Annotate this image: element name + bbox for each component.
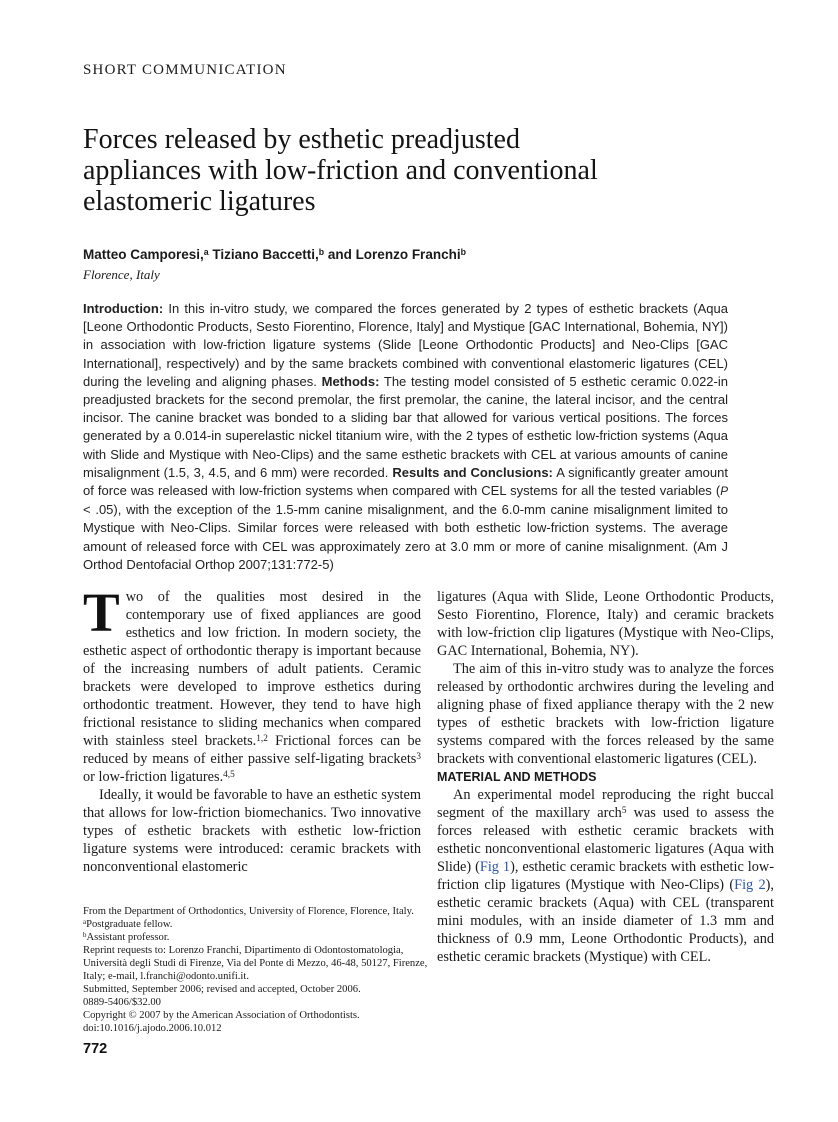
footnote-copyright <box>83 1009 428 1022</box>
figure-reference-link[interactable]: Fig 1 <box>479 859 511 875</box>
superscript-text: 3 <box>416 751 421 762</box>
affiliation-location: Florence, Italy <box>83 267 160 282</box>
authors-line <box>83 247 723 262</box>
body-column-right <box>437 588 774 966</box>
text-run: 0889-5406/$32.00 <box>83 997 161 1008</box>
text-run: Assistant professor. <box>86 932 170 943</box>
intro-paragraph-3 <box>437 588 774 660</box>
text-run: < .05), with the exception of the 1.5-mm canine misalignment, and the 6.0-mm canine misalignment limited to Mystique with Neo-Clips. Similar forces were released with both esthetic low-friction systems. The average amount of released force with CEL was approximately zero at 3.0 mm or more of canine misalignment. (Am J Orthod Dentofacial Orthop 2007;131:772-5) <box>83 502 728 572</box>
superscript-text: 1,2 <box>256 733 268 744</box>
superscript-text: b <box>460 247 466 258</box>
body-column-left <box>83 582 421 876</box>
text-run: ), esthetic ceramic brackets (Aqua) with CEL (transparent mini modules, with an inside diameter of 1.3 mm and thickness of 0.9 mm, Leone Orthodontic Products), and esthetic ceramic brackets (Mystique) with CEL. <box>437 877 775 965</box>
text-run: P <box>720 485 728 499</box>
footnote-affiliation <box>83 905 428 918</box>
footnote-issn-price <box>83 996 428 1009</box>
superscript-text: b <box>83 931 87 939</box>
superscript-text: b <box>318 247 325 258</box>
intro-paragraph-1 <box>83 582 421 786</box>
text-run: Copyright © 2007 by the American Association of Orthodontists. <box>83 1010 360 1021</box>
footnotes-block <box>83 905 428 1035</box>
footnote-author-b <box>83 931 428 944</box>
text-run: Submitted, September 2006; revised and accepted, October 2006. <box>83 984 361 995</box>
text-run: The testing model consisted of 5 esthetic ceramic 0.022-in preadjusted brackets for the second premolar, the first premolar, the canine, the lateral incisor, and the central incisor. The canine bracket was bonded to a sliding bar that allowed for various vertical positions. The forces generated by a 0.014-in superelastic nickel titanium wire, with the 2 types of esthetic low-friction systems (Aqua with Slide and Mystique with Neo-Clips) and the same esthetic brackets with CEL at various amounts of canine misalignment (1.5, 3, 4.5, and 6 mm) were recorded. <box>83 373 728 480</box>
section-label: SHORT COMMUNICATION <box>83 62 287 78</box>
text-run: wo of the qualities most desired in the contemporary use of fixed appliances are good esthetics and low friction. In modern society, the esthetic aspect of orthodontic therapy is important because of the increasing numbers of adult patients. Ceramic brackets were developed to improve esthetics during orthodontic treatment. However, they tend to have high frictional resistance to sliding mechanics when compared with stainless steel brackets. <box>83 589 421 749</box>
text-run: A significantly greater amount of force was released with low-friction systems when compared with CEL systems for all the tested variables ( <box>83 464 728 499</box>
text-run: and Lorenzo Franchi <box>324 247 461 262</box>
intro-paragraph-4 <box>437 660 774 768</box>
superscript-text: 5 <box>621 805 627 816</box>
text-run: was used to assess the forces released with esthetic ceramic brackets with esthetic nonconventional elastomeric ligatures (Aqua with Slide) ( <box>437 805 774 875</box>
section-heading-material-and-methods: MATERIAL AND METHODS <box>437 770 597 784</box>
text-run: doi:10.1016/j.ajodo.2006.10.012 <box>83 1023 222 1034</box>
text-run: Results and Conclusions: <box>392 464 553 480</box>
article-title-line-1: Forces released by esthetic preadjusted <box>83 124 520 155</box>
superscript-text: a <box>83 918 87 926</box>
text-run: ), esthetic ceramic brackets with esthetic low-friction clip ligatures (Mystique with Neo-Clips) ( <box>437 859 774 893</box>
text-run: Postgraduate fellow. <box>86 919 173 930</box>
text-run: An experimental model reproducing the right buccal segment of the maxillary arch <box>437 787 774 821</box>
intro-paragraph-2 <box>83 786 421 876</box>
figure-reference-link[interactable]: Fig 2 <box>734 877 766 893</box>
footnote-doi <box>83 1022 428 1035</box>
article-title-line-3: elastomeric ligatures <box>83 186 316 217</box>
text-run: Matteo Camporesi, <box>83 247 204 262</box>
methods-paragraph-1 <box>437 786 774 966</box>
footnote-reprint-requests <box>83 944 428 983</box>
text-run: or low-friction ligatures. <box>83 769 224 785</box>
article-title <box>83 124 723 217</box>
footnote-author-a <box>83 918 428 931</box>
superscript-text: a <box>203 247 209 258</box>
text-run: Tiziano Baccetti, <box>208 247 319 262</box>
text-run: Reprint requests to: Lorenzo Franchi, Dipartimento di Odontostomatologia, Università degli Studi di Firenze, Via del Ponte di Mezzo, 46-48, 50127, Firenze, Italy; e-mail, l.franchi@odonto.unifi.it. <box>83 945 428 982</box>
text-run: In this in-vitro study, we compared the forces generated by 2 types of esthetic brackets (Aqua [Leone Orthodontic Products, Sesto Fiorentino, Florence, Italy] and Mystique [GAC International, Bohemia, NY]) in association with low-friction ligature systems (Slide [Leone Orthodontic Products] and Neo-Clips [GAC International], respectively) and by the same brackets combined with conventional elastomeric ligatures (CEL) during the leveling and aligning phases. <box>83 301 728 389</box>
superscript-text: 4,5 <box>223 769 235 780</box>
text-run: Frictional forces can be reduced by means of either passive self-ligating brackets <box>83 733 421 767</box>
text-run: Ideally, it would be favorable to have an esthetic system that allows for low-friction biomechanics. Two innovative types of esthetic brackets with esthetic low-friction ligature systems were introduced: ceramic brackets with nonconventional elastomeric <box>83 787 421 875</box>
abstract <box>83 300 728 574</box>
footnote-submission-dates <box>83 983 428 996</box>
text-run: T <box>83 582 120 643</box>
text-run: The aim of this in-vitro study was to analyze the forces released by orthodontic archwires during the leveling and aligning phase of fixed appliance therapy with the 2 new types of esthetic brackets with low-friction ligature systems compared with the forces released by the same brackets with conventional elastomeric ligatures (CEL). <box>437 661 774 767</box>
article-title-line-2: appliances with low-friction and conventional <box>83 155 598 186</box>
text-run: Methods: <box>321 373 380 389</box>
text-run: ligatures (Aqua with Slide, Leone Orthodontic Products, Sesto Fiorentino, Florence, Italy) and ceramic brackets with low-friction clip ligatures (Mystique with Neo-Clips, GAC International, Bohemia, NY). <box>437 589 774 659</box>
text-run: Introduction: <box>83 301 164 316</box>
text-run: From the Department of Orthodontics, University of Florence, Florence, Italy. <box>83 906 414 917</box>
page-number: 772 <box>83 1041 108 1057</box>
